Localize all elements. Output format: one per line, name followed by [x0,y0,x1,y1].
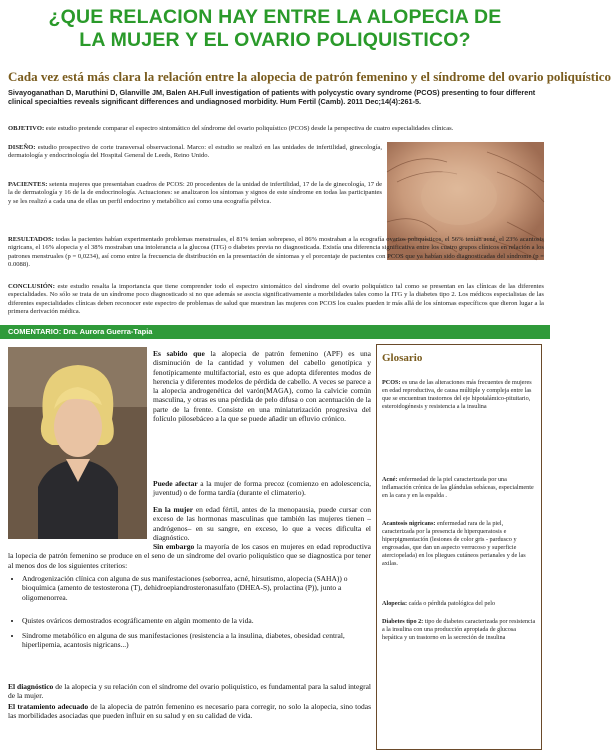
comment-paragraph-4 [8,542,371,570]
glossary-term: Alopecia: [382,600,408,607]
comment-paragraph-4-text: la mayoría de los casos en mujeres en edad reproductiva la lopecia de patrón femenino se produce en el seno de un síndrome del ovario poliquístico que se diagnostica por tener al menos dos de los siguientes criterios: [8,542,371,570]
comment-paragraph-1 [153,349,371,423]
comment-paragraph-5 [8,682,371,701]
comment-paragraph-2-text: a la mujer de forma precoz (comienzo en adolescencia, juventud) o de forma tardía (durante el climaterio). [153,479,371,498]
glossary-item-diabetes [382,618,536,642]
glossary-term: PCOS: [382,379,401,386]
glossary-term: Acné: [382,476,398,483]
objetivo-paragraph [8,125,544,133]
pacientes-paragraph [8,181,382,206]
comment-paragraph-1-lead: Es sabido que [153,349,205,358]
conclusion-text: este estudio resalta la importancia que tiene comprender todo el espectro sintomático del síndrome del ovario poliquístico tal como se presentan en las clínicas de las diferentes especialidades. No sólo se trata de un síndrome poco diagnosticado si no que además se asocia significativamente a morbilidades tales como la ITG y la diabetes tipo 2. Los médicos especialistas de las diferentes especialidades clínicas deben reconocer este espectro de problemas de salud que muestran las mujeres con PCOS los cuales pueden ir más allá de los síntomas específicos que dieron lugar a la primera derivación médica. [8,283,544,316]
diseno-paragraph [8,144,382,161]
citation: Sivayoganathan D, Maruthini D, Glanville JM, Balen AH.Full investigation of patients with polycystic ovary syndrome (PCOS) presenting to four different clinical specialties reveals significant differences and undiagnosed morbidity. Hum Fertil (Camb). 2011 Dec;14(4):261-5. [8,88,536,106]
comment-paragraph-4-lead: Sin embargo [153,542,195,551]
glossary-item-acne [382,476,536,500]
comment-paragraph-1-text: la alopecia de patrón femenino (APF) es una disminución de la cantidad y volumen del cabello genotípica y fenotípicamente multifactorial, esto es que adopta diferentes modos de herencia y diferentes modelos de pérdida de cabello. A veces se parece a la alopecia androgenética del varón(MAGA), como la calvicie común masculina, y otras es una pérdida de pelo difusa o con acentuación de la parte de la frente. Consiste en una miniaturización progresiva del folículo pilosebáceo a la que se puede añadir un efluvio crónico. [153,349,371,424]
glossary-item-pcos [382,379,536,411]
conclusion-label: CONCLUSIÓN: [8,283,55,290]
article-subtitle: Cada vez está más clara la relación entre la alopecia de patrón femenino y el síndrome del ovario poliquístico [8,69,611,84]
comment-paragraph-3-text: en edad fértil, antes de la menopausia, puede cursar con exceso de las hormonas masculinas que también las mujeres tienen – andrógenos– en su sangre, en exceso, lo que a veces dificulta el diagnóstico. [153,505,371,542]
criteria-item-2: • Quistes ováricos demostrados ecográficamente en algún momento de la vida. [22,616,371,625]
pacientes-label: PACIENTES: [8,181,48,188]
comment-paragraph-6-lead: El tratamiento adecuado [8,702,89,711]
diseno-text: estudio prospectivo de corte transversal observacional. Marco: el estudio se realizó en las unidades de infertilidad, ginecología, dermatología y endocrinología del Hospital General de Leeds, Reino Unido. [8,144,382,160]
comment-label: COMENTARIO: Dra. Aurora Guerra-Tapia [8,327,153,336]
glossary-item-alopecia [382,600,536,608]
author-portrait-photo [8,347,147,539]
comment-paragraph-5-lead: El diagnóstico [8,682,54,691]
objetivo-label: OBJETIVO: [8,125,45,132]
comment-paragraph-3 [153,505,371,542]
comment-paragraph-6-text: de la alopecia de patrón femenino es necesario para corregir, no solo la alopecia, sino todas las morbilidades asociadas que pueden influir en su salud y en su calidad de vida. [8,702,372,721]
title-line-2: LA MUJER Y EL OVARIO POLIQUISTICO? [79,29,471,51]
title-line-1: ¿QUE RELACION HAY ENTRE LA ALOPECIA DE [48,6,502,28]
comment-paragraph-2-lead: Puede afectar [153,479,198,488]
criteria-list [8,574,371,650]
comment-paragraph-3-lead: En la mujer [153,505,194,514]
glossary-definition: enfermedad de la piel caracterizada por una inflamación crónica de las glándulas sebáceas, especialmente en la cara y en la espalda . [382,476,534,499]
criteria-item-3: • Síndrome metabólico en alguna de sus manifestaciones (resistencia a la insulina, diabetes, obesidad central, hiperlipemia, acantosis nigricans...) [22,631,371,650]
resultados-label: RESULTADOS: [8,236,54,243]
glossary-term: Diabetes tipo 2: [382,618,424,625]
resultados-paragraph [8,236,544,270]
comment-paragraph-5-text: de la alopecia y su relación con el síndrome del ovario poliquístico, es fundamental para la salud integral de la mujer. [8,682,371,701]
diseno-label: DISEÑO: [8,144,36,151]
glossary-title: Glosario [382,352,423,364]
author-portrait-illustration [8,347,147,539]
page-title [0,6,550,52]
comment-paragraph-2 [153,479,371,498]
pacientes-text: setenta mujeres que presentaban cuadros de PCOS: 20 procedentes de la unidad de infertilidad, 17 de la de ginecología, 17 de la de dermatología y 16 de la de endocrinología. Actuaciones: se analizaron los síntomas y signos de este síndrome en todas las participantes y se les realizó a cada una de ellas un perfil endocrino y metabólico así como una ecografía pélvica. [8,181,382,205]
objetivo-text: este estudio pretende comparar el espectro sintomático del síndrome del ovario poliquístico (PCOS) desde la perspectiva de cuatro especialidades clínicas. [44,125,454,132]
glossary-definition: tipo de diabetes caracterizada por resistencia a la insulina con una producción apropiada de glucosa hepática y un trastorno en la secreción de insulina [382,618,536,641]
glossary-definition: enfermedad rara de la piel, caracterizada por la presencia de hiperqueratosis e hiperpigmentación (lesiones de color gris - pardusco y engrosadas, que dan un aspecto verrucoso y superficie aterciopelada) en los pliegues cutáneos perianales y de las axilas. [382,520,526,567]
glossary-definition: es una de las alteraciones más frecuentes de mujeres en edad reproductiva, de causa múltiple y compleja entre las que se encuentran trastornos del eje hipotalámico-pituitario, esteroidogénesis y resistencia a la insulina [382,379,532,410]
glossary-term: Acantosis nigricans: [382,520,436,527]
criteria-item-1: • Androgenización clínica con alguna de sus manifestaciones (seborrea, acné, hirsutismo, alopecia (SAHA)) o bioquímica (amento de testosterona (T), dehidroepiandrosteronasulfato (DHEA-S), prolactina (P)), junto a oligomenorrea. [22,574,371,602]
resultados-text: todas la pacientes habían experimentado problemas menstruales, el 81% tenían sobrepeso, el 86% mostraban a la ecografía ovarios poliquísticos, el 56% tenían acné, el 23% acantosis nigricans, el 16% alopecia y el 38% mostraban una intolerancia a la glucosa (ITG) o diabetes previa no diagnosticada. Existía una diferencia significativa entre los cuatro grupos clínicos en relación a los patrones menstruales (p = 0,0234), así como entre la frecuencia de distribución en la presentación de síntomas y el porcentaje de pacientes con PCOS que ya habían sido diagnosticadas del síndrome (p = 0.0088). [8,236,544,269]
conclusion-paragraph [8,283,544,317]
comment-paragraph-6 [8,702,371,721]
glossary-definition: caída o pérdida patológica del pelo [407,600,496,607]
glossary-item-acantosis [382,520,536,568]
